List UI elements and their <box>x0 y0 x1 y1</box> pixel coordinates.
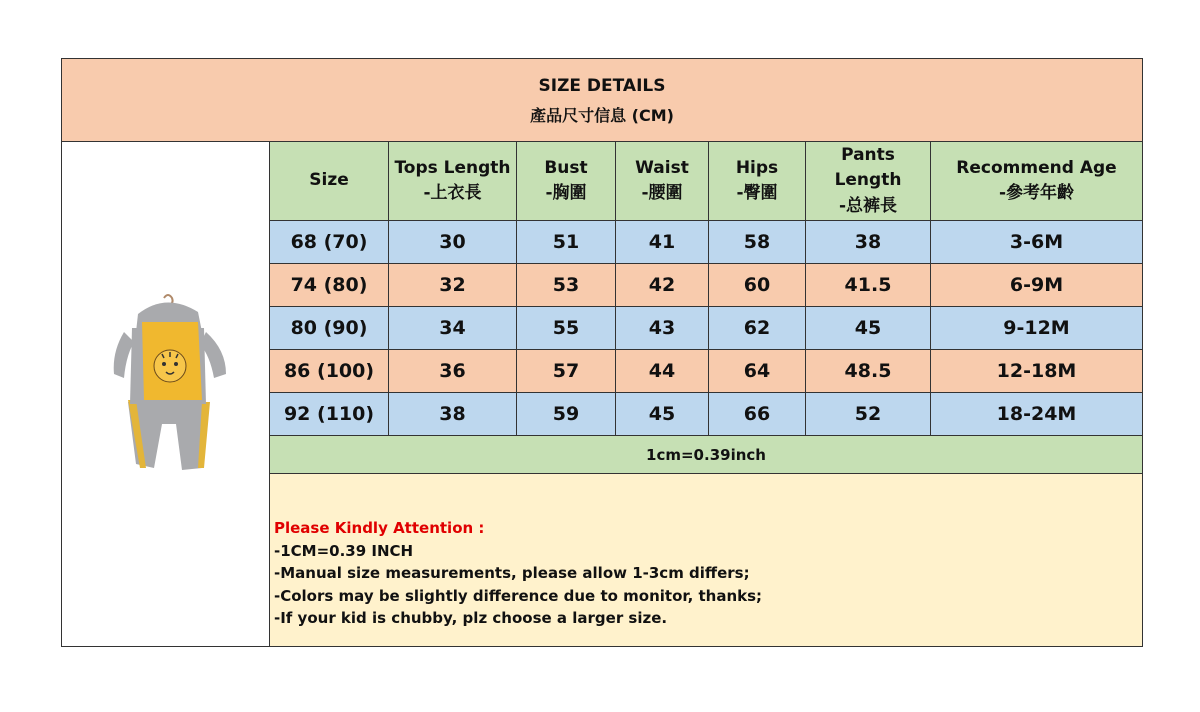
note-line: -1CM=0.39 INCH <box>274 541 414 560</box>
table-row <box>270 307 1142 350</box>
cell-bust: 59 <box>517 393 616 436</box>
cell-tops-length: 38 <box>389 393 517 436</box>
cell-bust: 51 <box>517 221 616 264</box>
cell-pants-length: 38 <box>806 221 931 264</box>
cell-waist: 44 <box>616 350 709 393</box>
cell-recommend-age: 6-9M <box>931 264 1142 307</box>
header-label: Waist <box>635 157 689 178</box>
cell-size: 74 (80) <box>270 264 389 307</box>
cell-bust: 55 <box>517 307 616 350</box>
cell-size: 92 (110) <box>270 393 389 436</box>
chart-title <box>62 59 1142 142</box>
cell-bust: 53 <box>517 264 616 307</box>
attention-heading: Please Kindly Attention : <box>274 519 485 537</box>
header-waist <box>616 142 709 221</box>
header-hips <box>709 142 806 221</box>
cell-recommend-age: 12-18M <box>931 350 1142 393</box>
cell-tops-length: 32 <box>389 264 517 307</box>
cell-hips: 62 <box>709 307 806 350</box>
cell-waist: 42 <box>616 264 709 307</box>
header-sublabel: -參考年齡 <box>998 183 1075 203</box>
cell-hips: 60 <box>709 264 806 307</box>
product-image-cell <box>62 142 270 646</box>
header-sublabel: -腰圍 <box>641 183 683 203</box>
cell-bust: 57 <box>517 350 616 393</box>
table-header-row <box>270 142 1142 221</box>
header-bust <box>517 142 616 221</box>
cell-recommend-age: 18-24M <box>931 393 1142 436</box>
cell-tops-length: 36 <box>389 350 517 393</box>
baby-tiger-hoodie-outfit-photo <box>106 292 236 482</box>
header-label: Recommend Age <box>956 157 1117 178</box>
header-sublabel: -上衣長 <box>423 183 482 203</box>
table-row <box>270 350 1142 393</box>
cell-tops-length: 34 <box>389 307 517 350</box>
header-label: Bust <box>544 157 588 178</box>
header-sublabel: -胸圍 <box>545 183 587 203</box>
cell-recommend-age: 3-6M <box>931 221 1142 264</box>
header-size <box>270 142 389 221</box>
cell-pants-length: 52 <box>806 393 931 436</box>
cell-hips: 58 <box>709 221 806 264</box>
cell-waist: 43 <box>616 307 709 350</box>
header-label: Size <box>309 170 349 191</box>
size-chart <box>61 58 1143 647</box>
table-row <box>270 393 1142 436</box>
cell-size: 86 (100) <box>270 350 389 393</box>
cell-hips: 66 <box>709 393 806 436</box>
cell-recommend-age: 9-12M <box>931 307 1142 350</box>
header-label: Tops Length <box>394 157 511 178</box>
cell-pants-length: 48.5 <box>806 350 931 393</box>
unit-conversion-note: 1cm=0.39inch <box>270 436 1142 474</box>
title-line-1: SIZE DETAILS <box>538 76 666 96</box>
header-recommend-age <box>931 142 1142 221</box>
cell-pants-length: 41.5 <box>806 264 931 307</box>
cell-size: 80 (90) <box>270 307 389 350</box>
title-line-2: 產品尺寸信息 (CM) <box>530 106 674 125</box>
cell-waist: 45 <box>616 393 709 436</box>
header-tops-length <box>389 142 517 221</box>
note-line: -Colors may be slightly difference due to monitor, thanks; <box>274 586 763 605</box>
header-label: Pants Length <box>834 144 902 191</box>
cell-tops-length: 30 <box>389 221 517 264</box>
attention-notes <box>270 474 1142 646</box>
table-row <box>270 221 1142 264</box>
header-sublabel: -臀圍 <box>736 183 778 203</box>
header-label: Hips <box>735 157 779 178</box>
note-line: -Manual size measurements, please allow 1-3cm differs; <box>274 564 750 582</box>
cell-hips: 64 <box>709 350 806 393</box>
note-line: -If your kid is chubby, plz choose a larger size. <box>274 609 668 627</box>
table-row <box>270 264 1142 307</box>
cell-waist: 41 <box>616 221 709 264</box>
header-pants-length <box>806 142 931 221</box>
cell-size: 68 (70) <box>270 221 389 264</box>
header-sublabel: -总裤長 <box>838 195 898 216</box>
cell-pants-length: 45 <box>806 307 931 350</box>
